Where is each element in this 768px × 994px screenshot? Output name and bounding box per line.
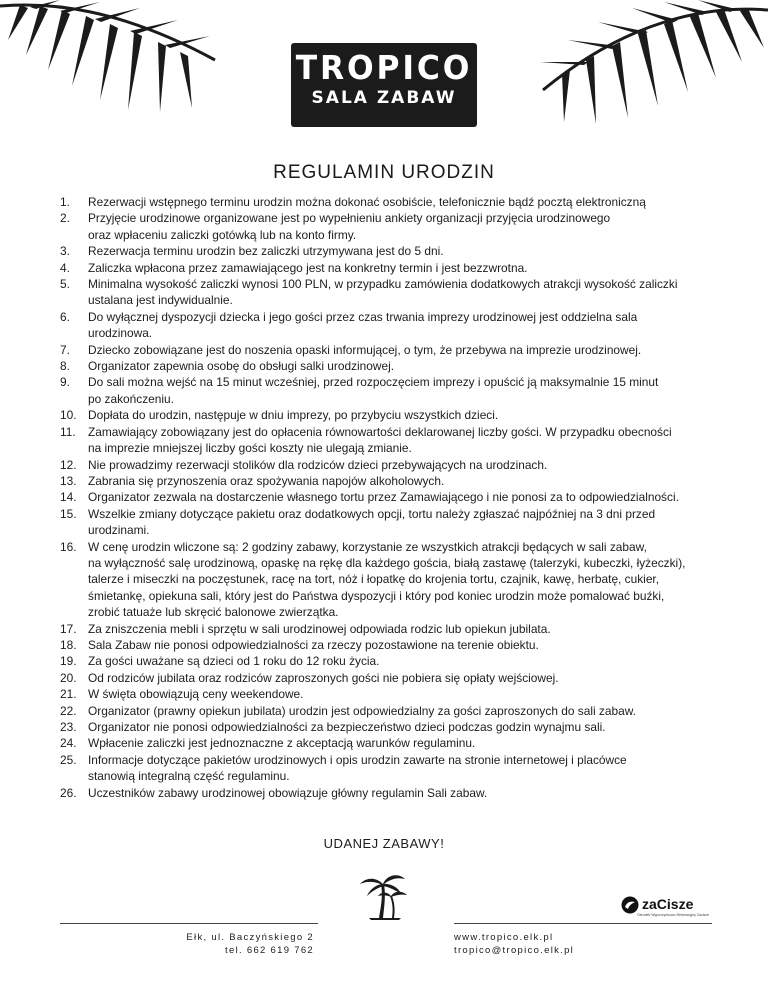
email-link[interactable]: tropico@tropico.elk.pl [454, 945, 575, 956]
rule-item [60, 309, 720, 342]
rule-line: Sala Zabaw nie ponosi odpowiedzialności za rzeczy pozostawione na terenie obiektu. [88, 637, 539, 652]
palm-leaf-top-left-icon [0, 0, 220, 120]
rule-line: W święta obowiązują ceny weekendowe. [88, 687, 304, 702]
rule-item [60, 621, 720, 637]
rule-line: Zamawiający zobowiązany jest do opłacenia równowartości deklarowanej liczby gości. W przypadku obecności [88, 424, 672, 439]
rule-number: 8. [60, 359, 70, 374]
rule-text [88, 735, 720, 751]
rule-line: Wpłacenie zaliczki jest jednoznaczne z akceptacją warunków regulaminu. [88, 736, 476, 751]
rule-number: 19. [60, 654, 77, 669]
rule-item [60, 637, 720, 653]
rule-item [60, 260, 720, 276]
rule-number: 7. [60, 342, 70, 357]
rule-text [88, 457, 720, 473]
rule-item [60, 703, 720, 719]
rule-number: 24. [60, 736, 77, 751]
zacisze-logo-icon [621, 896, 639, 914]
rule-line: Do wyłącznej dyspozycji dziecka i jego gości przez czas trwania imprezy urodzinowej jest oddzielna sala [88, 309, 638, 324]
rule-number: 26. [60, 785, 77, 800]
rule-text [88, 752, 720, 785]
rule-line: Organizator nie ponosi odpowiedzialności za bezpieczeństwo dzieci podczas godzin wynajmu sali. [88, 720, 606, 734]
website-link[interactable]: www.tropico.elk.pl [454, 932, 554, 943]
rule-number: 20. [60, 670, 77, 685]
rule-item [60, 342, 720, 358]
rule-line: Rezerwacji wstępnego terminu urodzin można dokonać osobiście, telefonicznie bądź pocztą elektroniczną [88, 195, 646, 209]
rule-line: Informacje dotyczące pakietów urodzinowych i opis urodzin zawarte na stronie internetowej i placówce [88, 752, 627, 767]
rule-item [60, 752, 720, 785]
logo-subtitle-text: SALA ZABAW [311, 88, 457, 108]
rule-text [88, 621, 720, 637]
rule-number: 9. [60, 375, 70, 390]
rule-item [60, 506, 720, 539]
rule-line: urodzinowa. [88, 326, 153, 341]
rule-text [88, 374, 720, 407]
rule-number: 18. [60, 637, 77, 652]
rule-item [60, 374, 720, 407]
rule-item [60, 194, 720, 210]
rule-number: 16. [60, 539, 77, 554]
rule-number: 12. [60, 457, 77, 472]
palm-tree-icon [359, 870, 409, 920]
rule-line: Organizator (prawny opiekun jubilata) urodzin jest odpowiedzialny za gości zaproszonych do sali zabaw. [88, 703, 636, 718]
rule-line: Zaliczka wpłacona przez zamawiającego jest na konkretny termin i jest bezzwrotna. [88, 260, 528, 275]
rule-number: 22. [60, 703, 77, 718]
rule-item [60, 407, 720, 423]
rule-item [60, 424, 720, 457]
rule-line: ustalana jest indywidualnie. [88, 293, 233, 308]
rule-line: Przyjęcie urodzinowe organizowane jest po wypełnieniu ankiety organizacji przyjęcia urodzinowego [88, 211, 611, 226]
page-title: REGULAMIN URODZIN [273, 162, 495, 183]
rule-line: stanowią integralną część regulaminu. [88, 769, 290, 784]
rule-text [88, 243, 720, 259]
rule-line: Nie prowadzimy rezerwacji stolików dla rodziców dzieci przebywających na urodzinach. [88, 457, 548, 472]
rule-number: 10. [60, 408, 77, 423]
sponsor-tagline: Ośrodek Wypoczynkowo-Rekreacyjny Zacisze [637, 913, 709, 917]
footer-divider-right [454, 923, 712, 924]
rule-line: na imprezie mniejszej liczby gości koszty nie ulegają zmianie. [88, 441, 412, 456]
rule-line: Wszelkie zmiany dotyczące pakietu oraz dodatkowych opcji, tortu należy zgłaszać najpóźniej na 3 dni przed [88, 506, 656, 521]
rule-number: 15. [60, 506, 77, 521]
rule-number: 4. [60, 260, 70, 275]
rule-text [88, 276, 720, 309]
rule-line: Rezerwacja terminu urodzin bez zaliczki utrzymywana jest do 5 dni. [88, 244, 444, 259]
rule-line: Minimalna wysokość zaliczki wynosi 100 PLN, w przypadku zamówienia dodatkowych atrakcji wysokość zaliczki [88, 277, 678, 292]
rule-text [88, 686, 720, 702]
rule-item [60, 210, 720, 243]
sponsor-name: zaCisze [642, 896, 694, 912]
rule-text [88, 407, 720, 423]
rule-line: Dziecko zobowiązane jest do noszenia opaski informującej, o tym, że przebywa na imprezie urodzinowej. [88, 342, 642, 357]
closing-text: UDANEJ ZABAWY! [323, 836, 445, 851]
rule-item [60, 670, 720, 686]
rule-item [60, 719, 720, 735]
rule-line: oraz wpłaceniu zaliczki gotówką lub na konto firmy. [88, 227, 357, 242]
rule-line: Za gości uważane są dzieci od 1 roku do 12 roku życia. [88, 654, 380, 669]
rule-text [88, 194, 720, 210]
rule-text [88, 785, 720, 801]
rule-number: 25. [60, 752, 77, 767]
rule-text [88, 653, 720, 669]
rule-item [60, 653, 720, 669]
rule-number: 14. [60, 490, 77, 505]
rule-line: urodzinami. [88, 523, 150, 538]
rule-item [60, 489, 720, 505]
rule-line: Organizator zezwala na dostarczenie własnego tortu przez Zamawiającego i nie ponosi za to odpowiedzialności. [88, 490, 679, 505]
rule-number: 23. [60, 720, 77, 734]
rule-item [60, 243, 720, 259]
footer-divider-left [60, 923, 318, 924]
phone-line: tel. 662 619 762 [225, 945, 314, 956]
rule-number: 3. [60, 244, 70, 259]
rule-line: talerze i miseczki na poczęstunek, racę na tort, nóż i łopatkę do krojenia tortu, czajnik, kawę, herbatę, cukier, [88, 572, 660, 587]
rule-item [60, 276, 720, 309]
rule-text [88, 637, 720, 653]
rule-text [88, 260, 720, 276]
address-line: Ełk, ul. Baczyńskiego 2 [186, 932, 314, 943]
rule-number: 17. [60, 621, 77, 636]
rule-line: Uczestników zabawy urodzinowej obowiązuje główny regulamin Sali zabaw. [88, 785, 488, 800]
rule-line: Organizator zapewnia osobę do obsługi salki urodzinowej. [88, 359, 395, 374]
footer-address [160, 931, 314, 957]
rule-text [88, 358, 720, 374]
rule-text [88, 473, 720, 489]
rules-list [60, 194, 720, 801]
rule-text [88, 506, 720, 539]
rule-number: 11. [60, 424, 76, 439]
rule-item [60, 358, 720, 374]
rule-item [60, 539, 720, 621]
rule-text [88, 539, 720, 621]
rule-number: 6. [60, 309, 70, 324]
rule-line: zrobić tatuaże lub skręcić balonowe zwierzątka. [88, 605, 339, 620]
rule-text [88, 670, 720, 686]
rule-line: W cenę urodzin wliczone są: 2 godziny zabawy, korzystanie ze wszystkich atrakcji będących w sali zabaw, [88, 539, 647, 554]
rule-text [88, 719, 720, 735]
rule-item [60, 785, 720, 801]
palm-leaf-top-right-icon [528, 0, 768, 130]
rule-item [60, 735, 720, 751]
footer-contact [454, 931, 654, 957]
rule-line: Dopłata do urodzin, następuje w dniu imprezy, po przybyciu wszystkich dzieci. [88, 408, 499, 423]
tropico-logo [291, 43, 477, 127]
rule-number: 1. [60, 195, 70, 209]
rule-text [88, 210, 720, 243]
rule-number: 21. [60, 687, 77, 702]
rule-number: 13. [60, 473, 77, 488]
rule-text [88, 342, 720, 358]
rule-line: na wyłączność salę urodzinową, opaskę na rękę dla każdego gościa, białą zastawę (talerzyki, kubeczki, łyżeczki), [88, 555, 686, 570]
rule-number: 2. [60, 211, 70, 226]
rule-item [60, 473, 720, 489]
logo-brand-text: TROPICO [295, 48, 473, 87]
rule-text [88, 489, 720, 505]
rule-text [88, 309, 720, 342]
rule-number: 5. [60, 277, 70, 292]
rule-text [88, 424, 720, 457]
rule-line: Za zniszczenia mebli i sprzętu w sali urodzinowej odpowiada rodzic lub opiekun jubilata. [88, 621, 551, 636]
rule-line: Do sali można wejść na 15 minut wcześniej, przed rozpoczęciem imprezy i opuścić ją maksymalnie 15 minut [88, 375, 659, 390]
rule-line: śmietankę, opiekuna sali, który jest do Państwa dyspozycji i który pod koniec urodzin może pomalować buźki, [88, 588, 665, 603]
rule-line: po zakończeniu. [88, 391, 174, 406]
zacisze-logo [621, 896, 709, 922]
rule-item [60, 686, 720, 702]
rule-text [88, 703, 720, 719]
rule-line: Od rodziców jubilata oraz rodziców zaproszonych gości nie pobiera się opłaty wejściowej. [88, 670, 559, 685]
rule-item [60, 457, 720, 473]
rule-line: Zabrania się przynoszenia oraz spożywania napojów alkoholowych. [88, 473, 445, 488]
